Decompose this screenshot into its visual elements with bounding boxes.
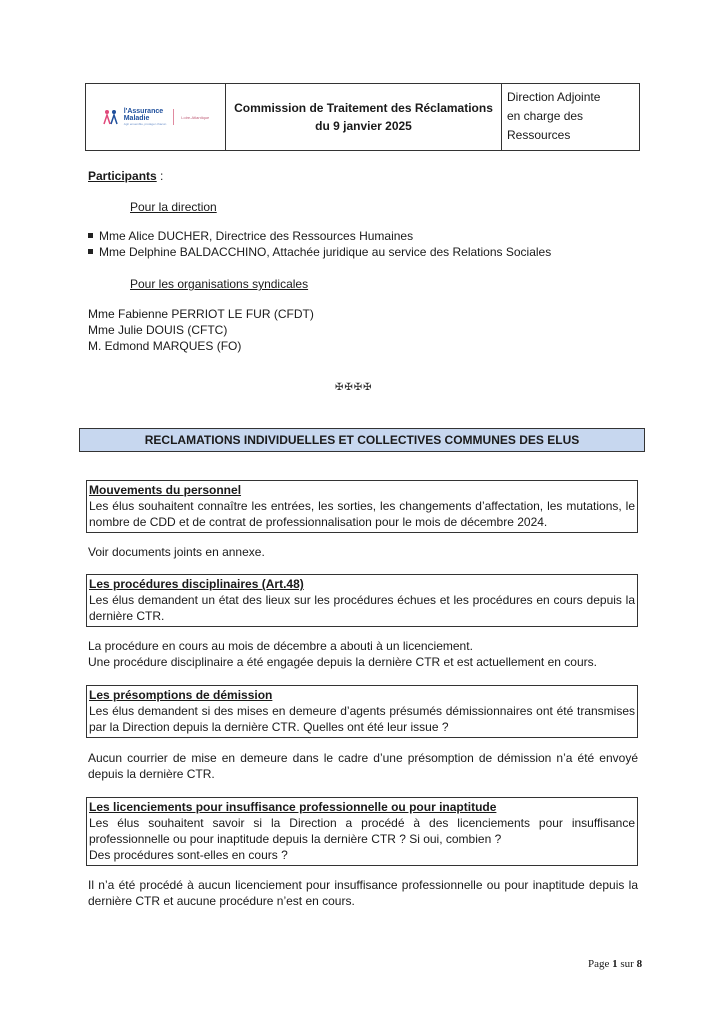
total-pages: 8 <box>636 958 643 970</box>
unions-heading: Pour les organisations syndicales <box>130 277 309 291</box>
claim-box <box>86 685 638 738</box>
page-label: Page <box>588 958 610 970</box>
department-line2: en charge des Ressources <box>507 109 584 142</box>
direction-member-text: Mme Delphine BALDACCHINO, Attachée juridique au service des Relations Sociales <box>99 245 552 259</box>
claim-box <box>86 480 638 533</box>
claim-question: Les élus souhaitent savoir si la Direction a procédé à des licenciements pour insuffisance professionnelle ou pour inaptitude depuis la dernière CTR ? Si oui, combien ? <box>89 816 635 846</box>
logo-text-line1: l'Assurance <box>123 108 164 115</box>
document-title: Commission de Traitement des Réclamations <box>234 101 493 115</box>
direction-member <box>88 228 413 244</box>
claim-question: Les élus demandent si des mises en demeure d’agents présumés démissionnaires ont été transmises par la Direction depuis la dernière CTR. Quelles ont été leur issue ? <box>89 704 635 734</box>
bullet-icon <box>88 233 93 238</box>
section-separator: ✠✠✠✠ <box>335 382 373 393</box>
claim-title: Les licenciements pour insuffisance professionnelle ou pour inaptitude <box>89 800 497 814</box>
logo-divider <box>173 109 174 125</box>
union-member: Mme Fabienne PERRIOT LE FUR (CFDT) <box>88 307 314 321</box>
of-label: sur <box>620 958 634 970</box>
claim-title: Les présomptions de démission <box>89 688 273 702</box>
bullet-icon <box>88 249 93 254</box>
logo-right-text: Loire-Atlantique <box>181 114 210 120</box>
header-table <box>85 83 640 151</box>
claim-question: Les élus souhaitent connaître les entrées, les sorties, les changements d’affectation, les mutations, le nombre de CDD et de contrat de professionnalisation pour le mois de décembre 2024. <box>89 499 635 529</box>
logo-cell <box>86 84 226 150</box>
title-cell <box>226 84 502 150</box>
claim-box <box>86 797 638 866</box>
participants-label: Participants <box>88 169 157 183</box>
claim-question: Les élus demandent un état des lieux sur les procédures échues et les procédures en cours depuis la dernière CTR. <box>89 593 635 623</box>
claim-question-extra: Des procédures sont-elles en cours ? <box>89 848 288 862</box>
claim-answer: Il n’a été procédé à aucun licenciement pour insuffisance professionnelle ou pour inaptitude depuis la dernière CTR et aucune procédure n’est en cours. <box>88 878 638 908</box>
direction-member <box>88 244 551 260</box>
department-line1: Direction Adjointe <box>507 90 601 104</box>
logo-text-line2: Maladie <box>123 115 150 122</box>
claim-title: Les procédures disciplinaires (Art.48) <box>89 577 304 591</box>
participants-suffix: : <box>156 169 164 183</box>
direction-heading: Pour la direction <box>130 200 217 214</box>
logo-figures-icon <box>102 108 120 126</box>
claim-answer-line: Une procédure disciplinaire a été engagée depuis la dernière CTR et est actuellement en cours. <box>88 655 597 669</box>
union-member: Mme Julie DOUIS (CFTC) <box>88 323 228 337</box>
logo-subtext: Agir ensemble, protéger chacun <box>123 122 167 126</box>
department-cell <box>502 84 639 150</box>
claim-answer: Voir documents joints en annexe. <box>88 545 265 559</box>
claim-answer-line: La procédure en cours au mois de décembre a abouti à un licenciement. <box>88 639 473 653</box>
document-date: du 9 janvier 2025 <box>315 119 412 133</box>
union-member: M. Edmond MARQUES (FO) <box>88 339 242 353</box>
claim-title: Mouvements du personnel <box>89 483 242 497</box>
page-number: 1 <box>612 958 618 970</box>
section-banner: RECLAMATIONS INDIVIDUELLES ET COLLECTIVES COMMUNES DES ELUS <box>79 428 645 452</box>
direction-member-text: Mme Alice DUCHER, Directrice des Ressources Humaines <box>99 229 414 243</box>
participants-heading <box>88 168 163 184</box>
assurance-maladie-logo <box>102 108 210 126</box>
claim-box <box>86 574 638 627</box>
claim-answer: Aucun courrier de mise en demeure dans le cadre d’une présomption de démission n’a été envoyé depuis la dernière CTR. <box>88 751 638 781</box>
page-footer <box>588 958 642 970</box>
